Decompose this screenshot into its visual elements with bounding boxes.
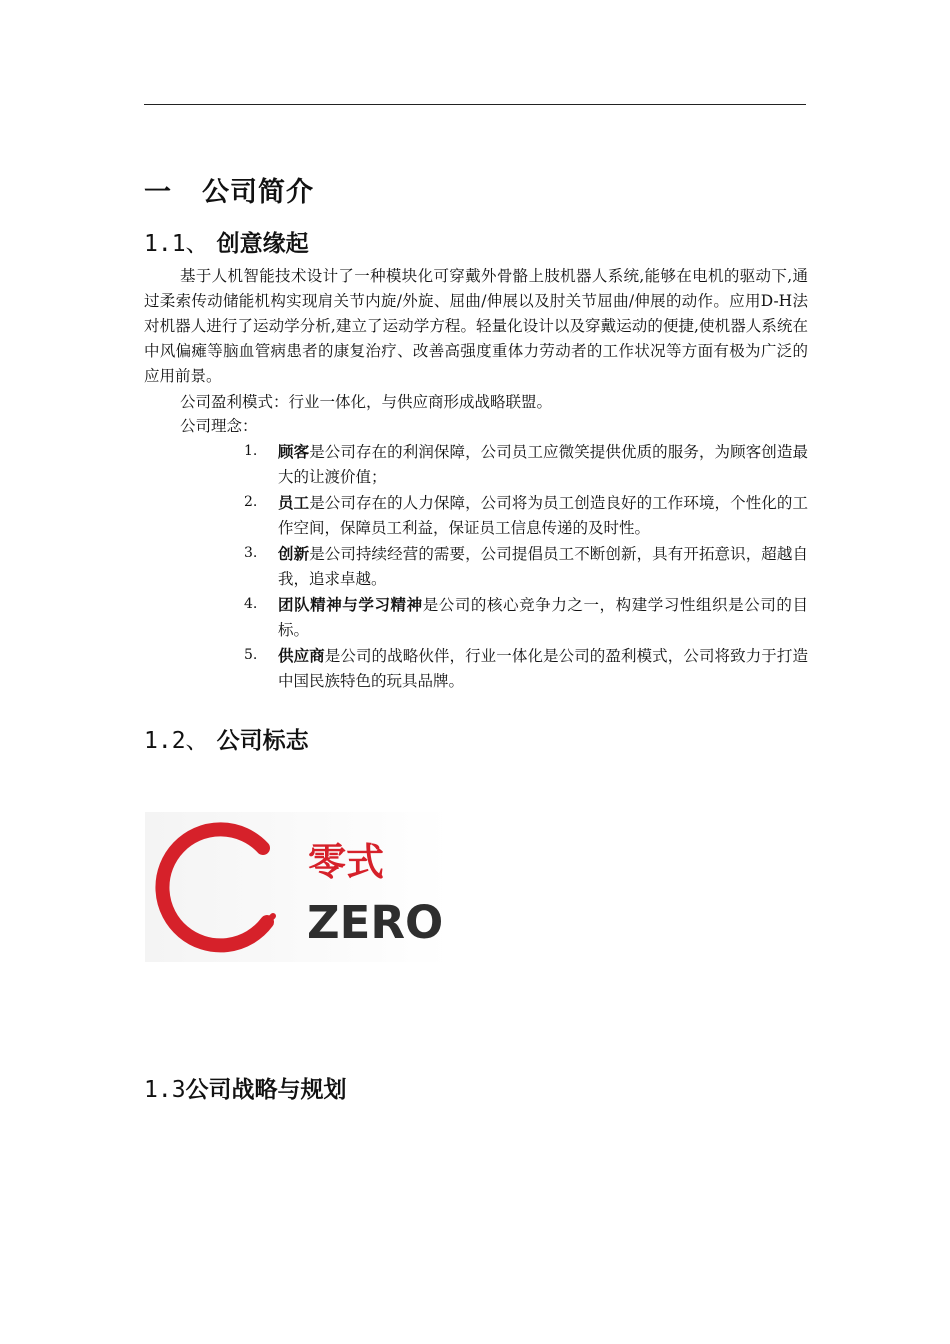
profit-model-line: 公司盈利模式：行业一体化，与供应商形成战略联盟。: [180, 393, 553, 411]
list-term: 顾客: [278, 442, 310, 461]
philosophy-label: 公司理念：: [180, 417, 258, 435]
list-item: [244, 439, 808, 490]
subsection-title: 公司战略与规划: [185, 1077, 347, 1103]
list-text: 是公司存在的利润保障，公司员工应微笑提供优质的服务，为顾客创造最大的让渡价值；: [278, 443, 808, 486]
list-text: 是公司的战略伙伴，行业一体化是公司的盈利模式，公司将致力于打造中国民族特色的玩具品牌。: [278, 647, 808, 690]
list-term: 供应商: [278, 646, 325, 665]
list-term: 团队精神与学习精神: [278, 595, 423, 614]
list-number: 1.: [244, 443, 258, 459]
list-number: 4.: [244, 596, 258, 612]
list-item: [244, 541, 808, 592]
subsection-heading-1-3: [144, 1071, 347, 1104]
section-number: 一: [144, 177, 172, 208]
list-item: [244, 490, 808, 541]
subsection-heading-1-2: [144, 722, 309, 755]
philosophy-list: [244, 439, 808, 694]
list-number: 5.: [244, 647, 258, 663]
section-heading: [144, 170, 314, 209]
list-number: 2.: [244, 494, 258, 510]
subsection-number: 1.1、: [144, 231, 209, 257]
list-text: 是公司存在的人力保障，公司将为员工创造良好的工作环境，个性化的工作空间，保障员工利益，保证员工信息传递的及时性。: [278, 494, 808, 537]
list-item: [244, 643, 808, 694]
subsection-heading-1-1: [144, 225, 309, 258]
list-item: [244, 592, 808, 643]
company-logo: [145, 812, 450, 962]
logo-cn-text: 零式: [308, 840, 385, 884]
list-term: 创新: [278, 544, 310, 563]
subsection-number: 1.2、: [144, 728, 209, 754]
intro-paragraph: 基于人机智能技术设计了一种模块化可穿戴外骨骼上肢机器人系统,能够在电机的驱动下,通过柔索传动储能机构实现肩关节内旋/外旋、屈曲/伸展以及肘关节屈曲/伸展的动作。应用D-H法对机器人进行了运动学分析,建立了运动学方程。轻量化设计以及穿戴运动的便捷,使机器人系统在中风偏瘫等脑血管病患者的康复治疗、改善高强度重体力劳动者的工作状况等方面有极为广泛的应用前景。: [144, 267, 808, 385]
list-term: 员工: [278, 493, 310, 512]
subsection-title: 创意缘起: [216, 231, 309, 257]
list-text: 是公司持续经营的需要，公司提倡员工不断创新，具有开拓意识，超越自我，追求卓越。: [278, 545, 808, 588]
logo-ring-tail: [267, 916, 273, 922]
list-number: 3.: [244, 545, 258, 561]
subsection-number: 1.3: [144, 1077, 186, 1103]
header-rule: [144, 104, 806, 105]
list-text: 是公司的核心竞争力之一，构建学习性组织是公司的目标。: [278, 596, 808, 639]
subsection-title: 公司标志: [216, 728, 309, 754]
logo-en-text: ZERO: [307, 896, 444, 949]
section-title: 公司简介: [202, 177, 314, 208]
